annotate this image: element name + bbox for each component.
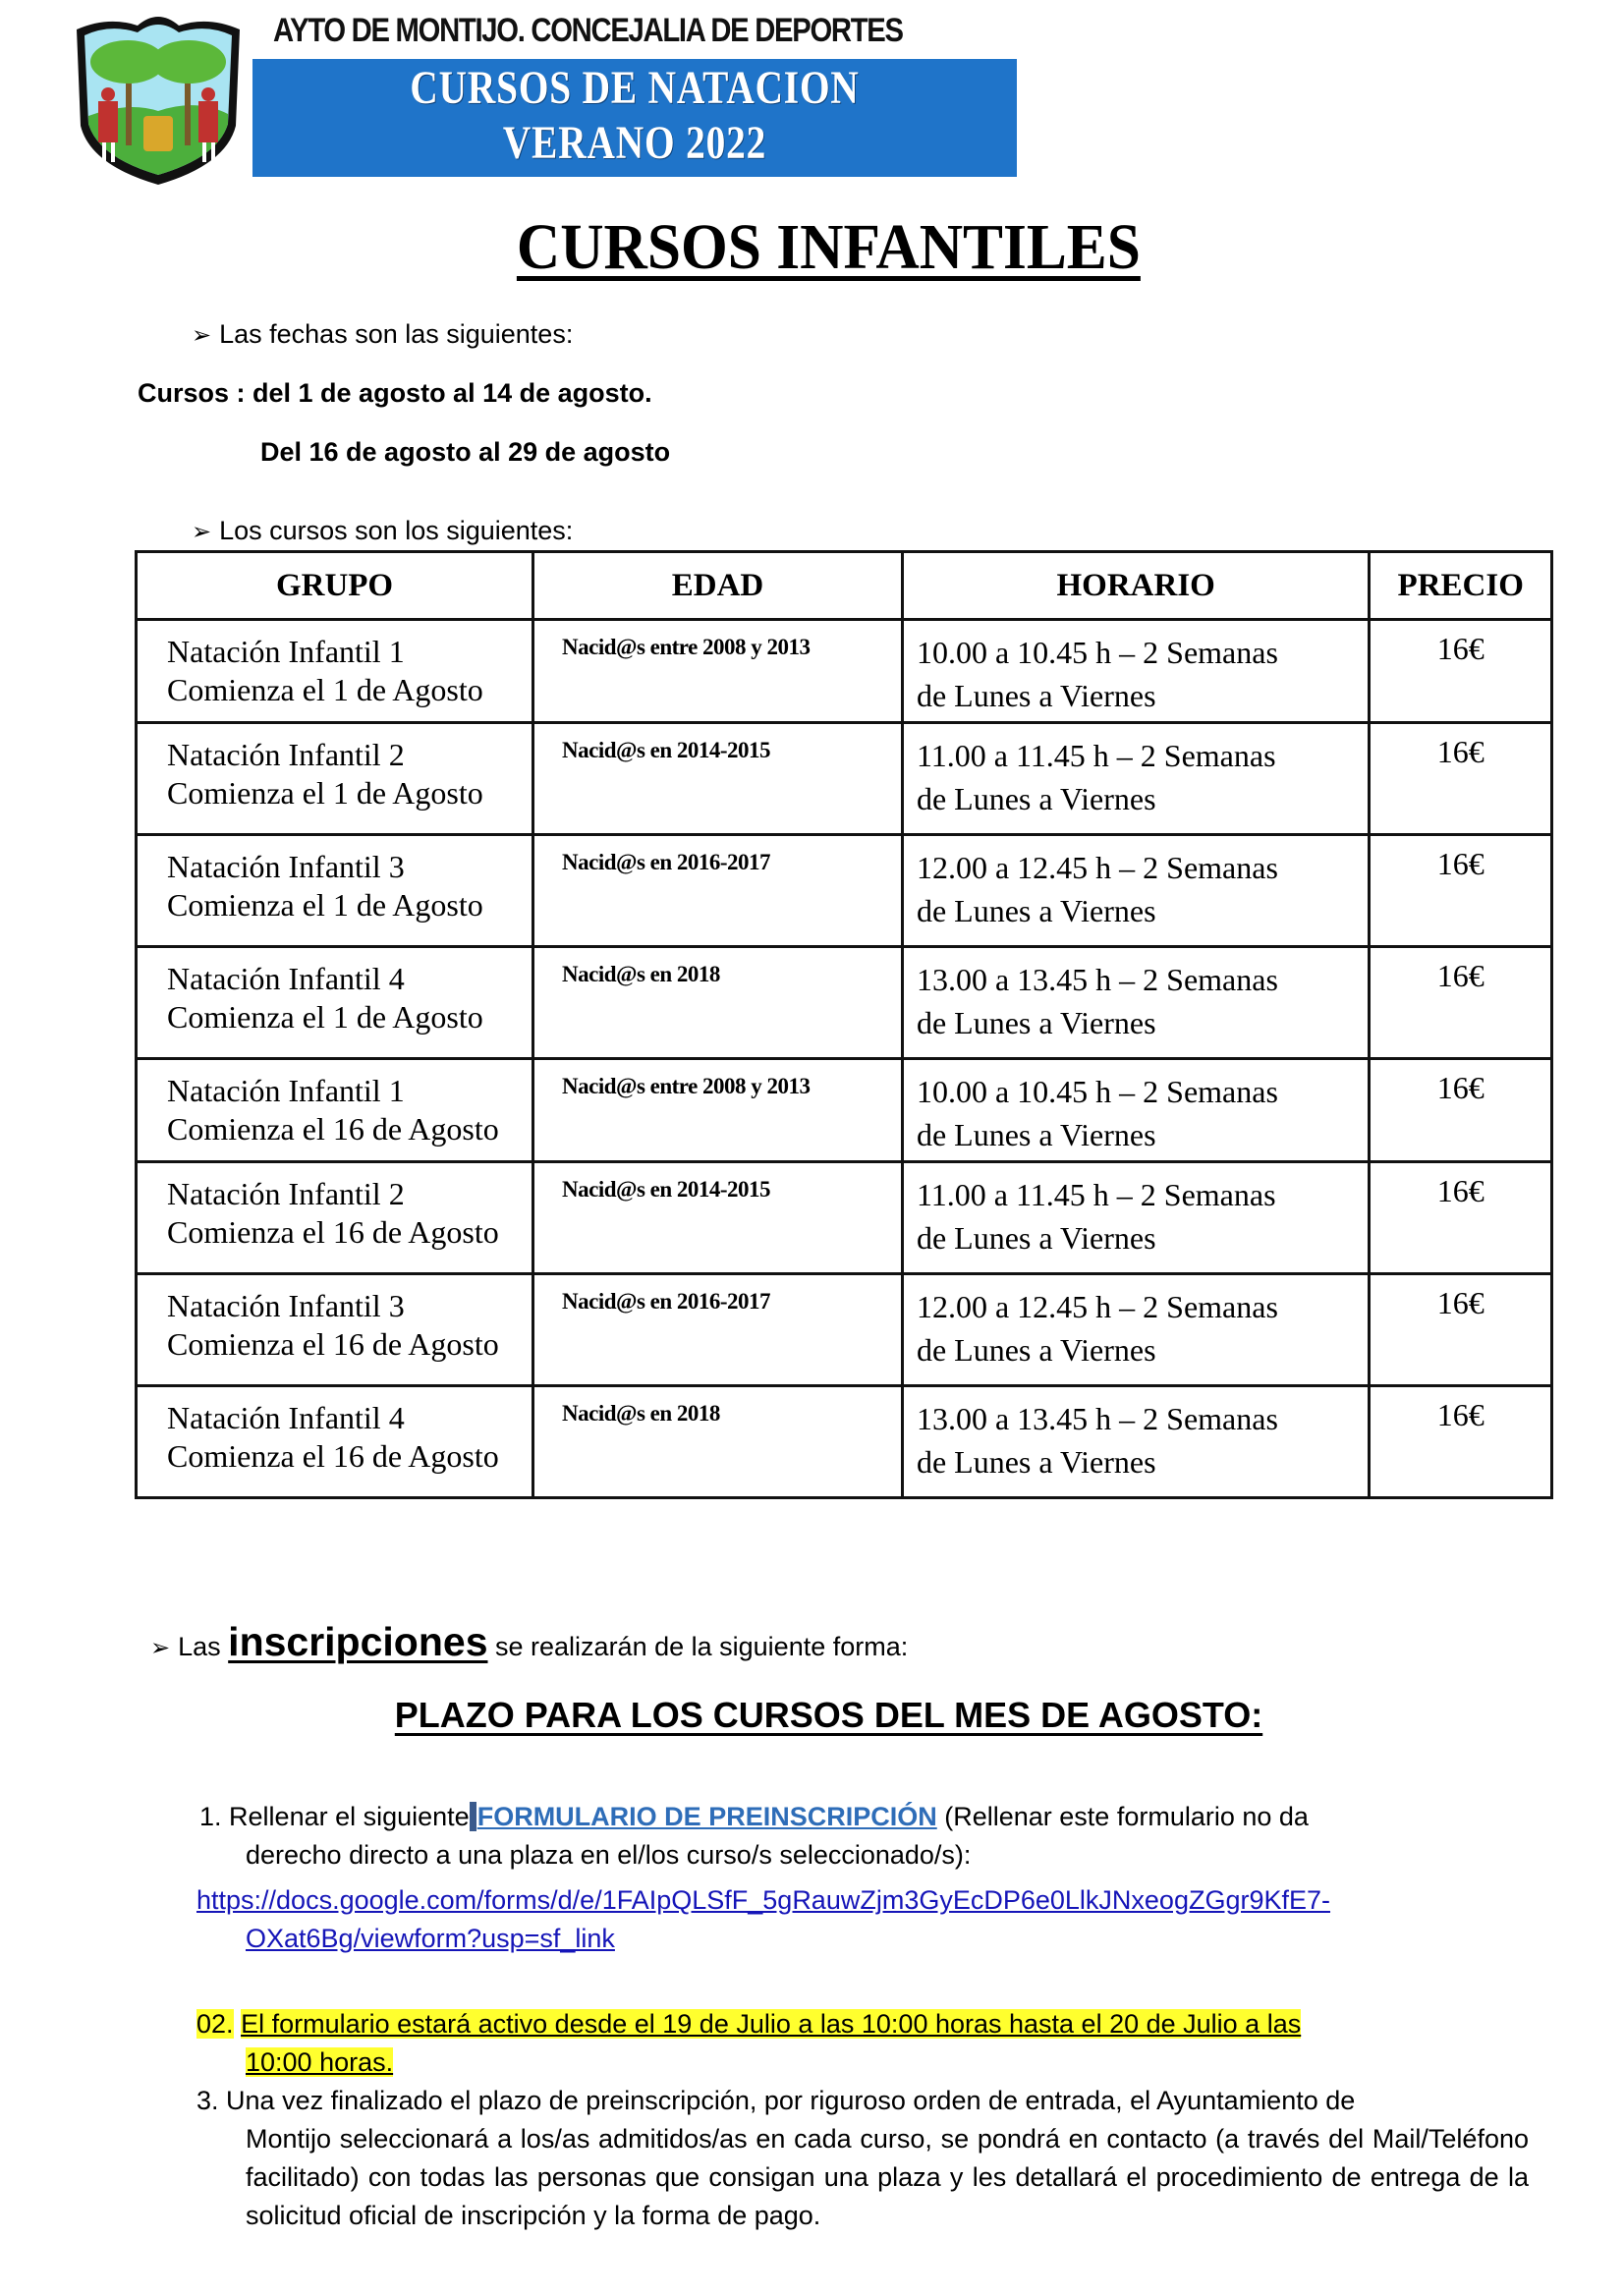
step-3 bbox=[196, 2082, 1529, 2235]
age-range: Nacid@s en 2018 bbox=[562, 1401, 720, 1426]
table-row bbox=[137, 1274, 1552, 1386]
cell-precio bbox=[1370, 1386, 1552, 1498]
arrow-bullet-icon: ➢ bbox=[192, 322, 212, 349]
cell-grupo bbox=[137, 620, 533, 723]
cell-horario bbox=[902, 1386, 1369, 1498]
age-range: Nacid@s en 2018 bbox=[562, 962, 720, 986]
step-2-number: 02. bbox=[196, 2009, 234, 2039]
step-3-text-rest: Montijo seleccionará a los/as admitidos/as en cada curso, se pondrá en contacto (a través del Mail/Teléfono facilitado) con todas las personas que consigan una plaza y les detallará el procedimiento de entrega de la solicitud oficial de inscripción y la forma de pago. bbox=[246, 2124, 1529, 2230]
price: 16€ bbox=[1436, 846, 1484, 881]
cell-edad bbox=[533, 723, 903, 835]
step-3-text: Una vez finalizado el plazo de preinscripción, por riguroso orden de entrada, el Ayuntamiento de bbox=[226, 2086, 1356, 2115]
step-1-suffix: (Rellenar este formulario no da bbox=[944, 1802, 1309, 1831]
cell-grupo bbox=[137, 1162, 533, 1274]
cell-edad bbox=[533, 947, 903, 1059]
group-name: Natación Infantil 1 bbox=[167, 1073, 405, 1108]
age-range: Nacid@s en 2014-2015 bbox=[562, 738, 771, 762]
arrow-bullet-icon: ➢ bbox=[150, 1635, 171, 1661]
schedule-days: de Lunes a Viernes bbox=[916, 781, 1156, 816]
group-name: Natación Infantil 2 bbox=[167, 737, 405, 772]
courses-intro bbox=[192, 516, 573, 546]
cell-edad bbox=[533, 1162, 903, 1274]
group-name: Natación Infantil 4 bbox=[167, 1400, 405, 1435]
cell-horario bbox=[902, 723, 1369, 835]
dates-intro bbox=[192, 319, 573, 350]
organization-name: AYTO DE MONTIJO. CONCEJALIA DE DEPORTES bbox=[273, 12, 903, 49]
form-url bbox=[196, 1881, 1533, 1958]
schedule-days: de Lunes a Viernes bbox=[916, 678, 1156, 713]
age-range: Nacid@s en 2016-2017 bbox=[562, 850, 771, 874]
courses-table bbox=[135, 550, 1553, 1499]
courses-intro-text: Los cursos son los siguientes: bbox=[219, 516, 574, 545]
age-range: Nacid@s en 2016-2017 bbox=[562, 1289, 771, 1314]
cell-precio bbox=[1370, 1274, 1552, 1386]
schedule-time: 11.00 a 11.45 h – 2 Semanas bbox=[916, 1177, 1276, 1212]
course-banner bbox=[252, 59, 1017, 177]
cell-horario bbox=[902, 620, 1369, 723]
group-start: Comienza el 1 de Agosto bbox=[167, 775, 483, 811]
cell-edad bbox=[533, 1059, 903, 1162]
step-1-number: 1. bbox=[199, 1802, 222, 1831]
price: 16€ bbox=[1436, 1173, 1484, 1208]
table-row bbox=[137, 1059, 1552, 1162]
cell-edad bbox=[533, 1274, 903, 1386]
table-row bbox=[137, 723, 1552, 835]
price: 16€ bbox=[1436, 1070, 1484, 1105]
step-3-number: 3. bbox=[196, 2086, 219, 2115]
banner-title: CURSOS DE NATACION bbox=[410, 62, 860, 114]
form-url-link-part-1[interactable]: https://docs.google.com/forms/d/e/1FAIpQLSfF_5gRauwZjm3GyEcDP6e0LlkJNxeogZGgr9KfE7- bbox=[196, 1885, 1331, 1915]
age-range: Nacid@s en 2014-2015 bbox=[562, 1177, 771, 1202]
form-url-link-part-2[interactable]: OXat6Bg/viewform?usp=sf_link bbox=[246, 1924, 615, 1953]
schedule-days: de Lunes a Viernes bbox=[916, 1117, 1156, 1152]
column-header-horario: HORARIO bbox=[902, 552, 1369, 620]
cell-precio bbox=[1370, 1059, 1552, 1162]
group-start: Comienza el 16 de Agosto bbox=[167, 1438, 499, 1474]
step-1-prefix: Rellenar el siguiente bbox=[229, 1802, 470, 1831]
price: 16€ bbox=[1436, 631, 1484, 666]
age-range: Nacid@s entre 2008 y 2013 bbox=[562, 635, 811, 659]
schedule-time: 10.00 a 10.45 h – 2 Semanas bbox=[916, 635, 1278, 670]
cell-edad bbox=[533, 1386, 903, 1498]
step-2-text-end: 10:00 horas. bbox=[246, 2047, 394, 2077]
schedule-days: de Lunes a Viernes bbox=[916, 893, 1156, 928]
page-title-text: CURSOS INFANTILES bbox=[516, 211, 1141, 283]
schedule-time: 13.00 a 13.45 h – 2 Semanas bbox=[916, 962, 1278, 997]
table-row bbox=[137, 835, 1552, 947]
cell-precio bbox=[1370, 620, 1552, 723]
group-start: Comienza el 1 de Agosto bbox=[167, 999, 483, 1035]
price: 16€ bbox=[1436, 1397, 1484, 1432]
deadline-title bbox=[0, 1695, 1624, 1736]
cell-precio bbox=[1370, 723, 1552, 835]
schedule-days: de Lunes a Viernes bbox=[916, 1005, 1156, 1040]
cell-grupo bbox=[137, 947, 533, 1059]
dates-intro-text: Las fechas son las siguientes: bbox=[219, 319, 574, 349]
cell-horario bbox=[902, 1162, 1369, 1274]
cell-precio bbox=[1370, 1162, 1552, 1274]
cell-horario bbox=[902, 1059, 1369, 1162]
group-start: Comienza el 16 de Agosto bbox=[167, 1214, 499, 1250]
step-1 bbox=[199, 1798, 1536, 1875]
group-start: Comienza el 1 de Agosto bbox=[167, 672, 483, 707]
cell-horario bbox=[902, 835, 1369, 947]
group-name: Natación Infantil 3 bbox=[167, 849, 405, 884]
cell-edad bbox=[533, 835, 903, 947]
schedule-time: 10.00 a 10.45 h – 2 Semanas bbox=[916, 1074, 1278, 1109]
table-row bbox=[137, 620, 1552, 723]
group-name: Natación Infantil 3 bbox=[167, 1288, 405, 1323]
price: 16€ bbox=[1436, 734, 1484, 769]
registration-intro bbox=[150, 1619, 908, 1665]
cell-precio bbox=[1370, 835, 1552, 947]
price: 16€ bbox=[1436, 1285, 1484, 1320]
dates-line-first: Cursos : del 1 de agosto al 14 de agosto. bbox=[138, 378, 652, 408]
cell-horario bbox=[902, 1274, 1369, 1386]
preinscription-form-link[interactable]: FORMULARIO DE PREINSCRIPCIÓN bbox=[470, 1802, 937, 1831]
registration-intro-suffix: se realizarán de la siguiente forma: bbox=[495, 1632, 909, 1661]
cell-horario bbox=[902, 947, 1369, 1059]
schedule-days: de Lunes a Viernes bbox=[916, 1444, 1156, 1480]
cell-grupo bbox=[137, 1386, 533, 1498]
cell-grupo bbox=[137, 723, 533, 835]
banner-subtitle: VERANO 2022 bbox=[502, 117, 767, 169]
cell-precio bbox=[1370, 947, 1552, 1059]
schedule-time: 13.00 a 13.45 h – 2 Semanas bbox=[916, 1401, 1278, 1436]
group-start: Comienza el 16 de Agosto bbox=[167, 1326, 499, 1362]
coat-of-arms-logo bbox=[69, 8, 248, 187]
deadline-title-text: PLAZO PARA LOS CURSOS DEL MES DE AGOSTO: bbox=[394, 1695, 1263, 1735]
table-header-row bbox=[137, 552, 1552, 620]
registration-intro-prefix: Las bbox=[178, 1632, 221, 1661]
schedule-days: de Lunes a Viernes bbox=[916, 1332, 1156, 1368]
cell-edad bbox=[533, 620, 903, 723]
table-row bbox=[137, 1162, 1552, 1274]
step-2 bbox=[196, 2005, 1552, 2082]
schedule-days: de Lunes a Viernes bbox=[916, 1220, 1156, 1256]
step-2-text: El formulario estará activo desde el 19 de Julio a las 10:00 horas hasta el 20 de Julio a las bbox=[241, 2009, 1302, 2039]
table-row bbox=[137, 1386, 1552, 1498]
cell-grupo bbox=[137, 1274, 533, 1386]
group-name: Natación Infantil 1 bbox=[167, 634, 405, 669]
column-header-grupo: GRUPO bbox=[137, 552, 533, 620]
registration-keyword: inscripciones bbox=[228, 1619, 488, 1664]
cell-grupo bbox=[137, 1059, 533, 1162]
table-row bbox=[137, 947, 1552, 1059]
price: 16€ bbox=[1436, 958, 1484, 993]
schedule-time: 11.00 a 11.45 h – 2 Semanas bbox=[916, 738, 1276, 773]
column-header-edad: EDAD bbox=[533, 552, 903, 620]
step-1-continuation: derecho directo a una plaza en el/los curso/s seleccionado/s): bbox=[246, 1840, 972, 1870]
schedule-time: 12.00 a 12.45 h – 2 Semanas bbox=[916, 850, 1278, 885]
column-header-precio: PRECIO bbox=[1370, 552, 1552, 620]
arrow-bullet-icon: ➢ bbox=[192, 519, 212, 545]
dates-line-second: Del 16 de agosto al 29 de agosto bbox=[260, 437, 671, 467]
page-title bbox=[0, 210, 1624, 285]
group-name: Natación Infantil 2 bbox=[167, 1176, 405, 1211]
group-name: Natación Infantil 4 bbox=[167, 961, 405, 996]
group-start: Comienza el 16 de Agosto bbox=[167, 1111, 499, 1147]
age-range: Nacid@s entre 2008 y 2013 bbox=[562, 1074, 811, 1098]
group-start: Comienza el 1 de Agosto bbox=[167, 887, 483, 923]
schedule-time: 12.00 a 12.45 h – 2 Semanas bbox=[916, 1289, 1278, 1324]
cell-grupo bbox=[137, 835, 533, 947]
